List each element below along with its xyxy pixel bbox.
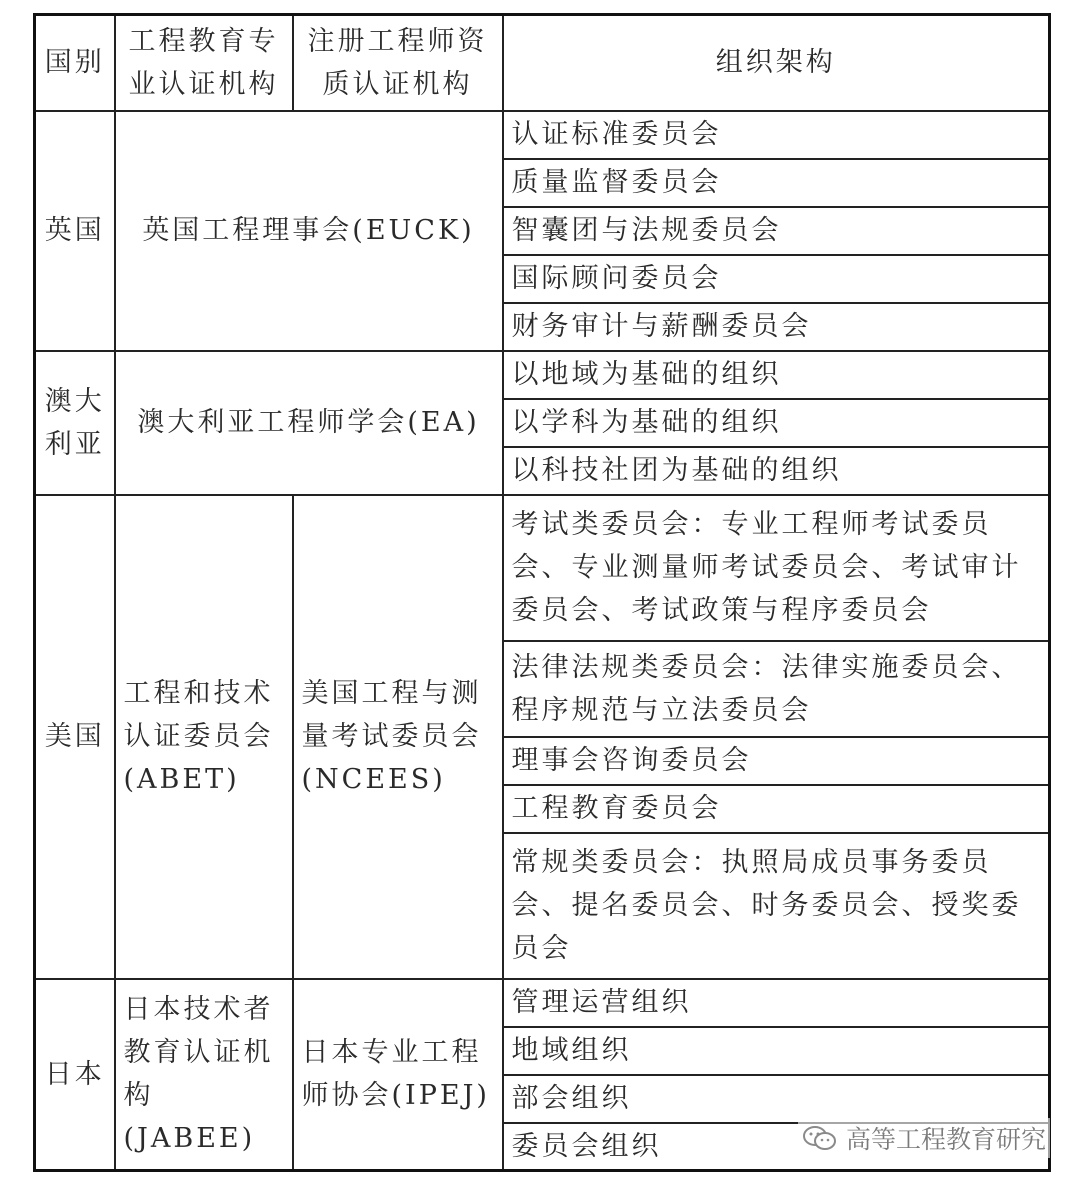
us-edu-body: 工程和技术认证委员会(ABET)	[115, 495, 293, 979]
wechat-icon	[802, 1124, 838, 1152]
table-row	[35, 111, 1050, 159]
country-us: 美国	[35, 495, 115, 979]
us-org: 法律法规类委员会：法律实施委员会、程序规范与立法委员会	[503, 641, 1050, 737]
uk-org: 认证标准委员会	[503, 111, 1050, 159]
jp-reg-body: 日本专业工程师协会(IPEJ)	[293, 979, 503, 1171]
table-row	[35, 979, 1050, 1027]
uk-org: 质量监督委员会	[503, 159, 1050, 207]
au-org: 以地域为基础的组织	[503, 351, 1050, 399]
us-reg-body: 美国工程与测量考试委员会(NCEES)	[293, 495, 503, 979]
uk-org: 国际顾问委员会	[503, 255, 1050, 303]
au-org: 以学科为基础的组织	[503, 399, 1050, 447]
country-au: 澳大利亚	[35, 351, 115, 495]
header-edu-accreditation: 工程教育专业认证机构	[115, 15, 293, 111]
jp-org: 地域组织	[503, 1027, 1050, 1075]
us-org: 考试类委员会：专业工程师考试委员会、专业测量师考试委员会、考试审计委员会、考试政策与程序委员会	[503, 495, 1050, 641]
us-org: 常规类委员会：执照局成员事务委员会、提名委员会、时务委员会、授奖委员会	[503, 833, 1050, 979]
header-org-structure: 组织架构	[503, 15, 1050, 111]
table-row	[35, 351, 1050, 399]
uk-org: 智囊团与法规委员会	[503, 207, 1050, 255]
uk-body: 英国工程理事会(EUCK)	[115, 111, 503, 351]
country-jp: 日本	[35, 979, 115, 1171]
header-eng-registration: 注册工程师资质认证机构	[293, 15, 503, 111]
uk-org: 财务审计与薪酬委员会	[503, 303, 1050, 351]
country-uk: 英国	[35, 111, 115, 351]
us-org: 工程教育委员会	[503, 785, 1050, 833]
jp-org: 委员会组织	[503, 1123, 1050, 1171]
header-row	[35, 15, 1050, 111]
watermark-text: 高等工程教育研究	[845, 1125, 1046, 1154]
jp-org: 部会组织	[503, 1075, 1050, 1123]
table-row	[35, 495, 1050, 641]
jp-org: 管理运营组织	[503, 979, 1050, 1027]
au-org: 以科技社团为基础的组织	[503, 447, 1050, 495]
au-body: 澳大利亚工程师学会(EA)	[115, 351, 503, 495]
jp-edu-body: 日本技术者教育认证机构(JABEE)	[115, 979, 293, 1171]
watermark	[798, 1118, 1050, 1158]
us-org: 理事会咨询委员会	[503, 737, 1050, 785]
header-country: 国别	[35, 15, 115, 111]
comparison-table	[33, 13, 1051, 1172]
